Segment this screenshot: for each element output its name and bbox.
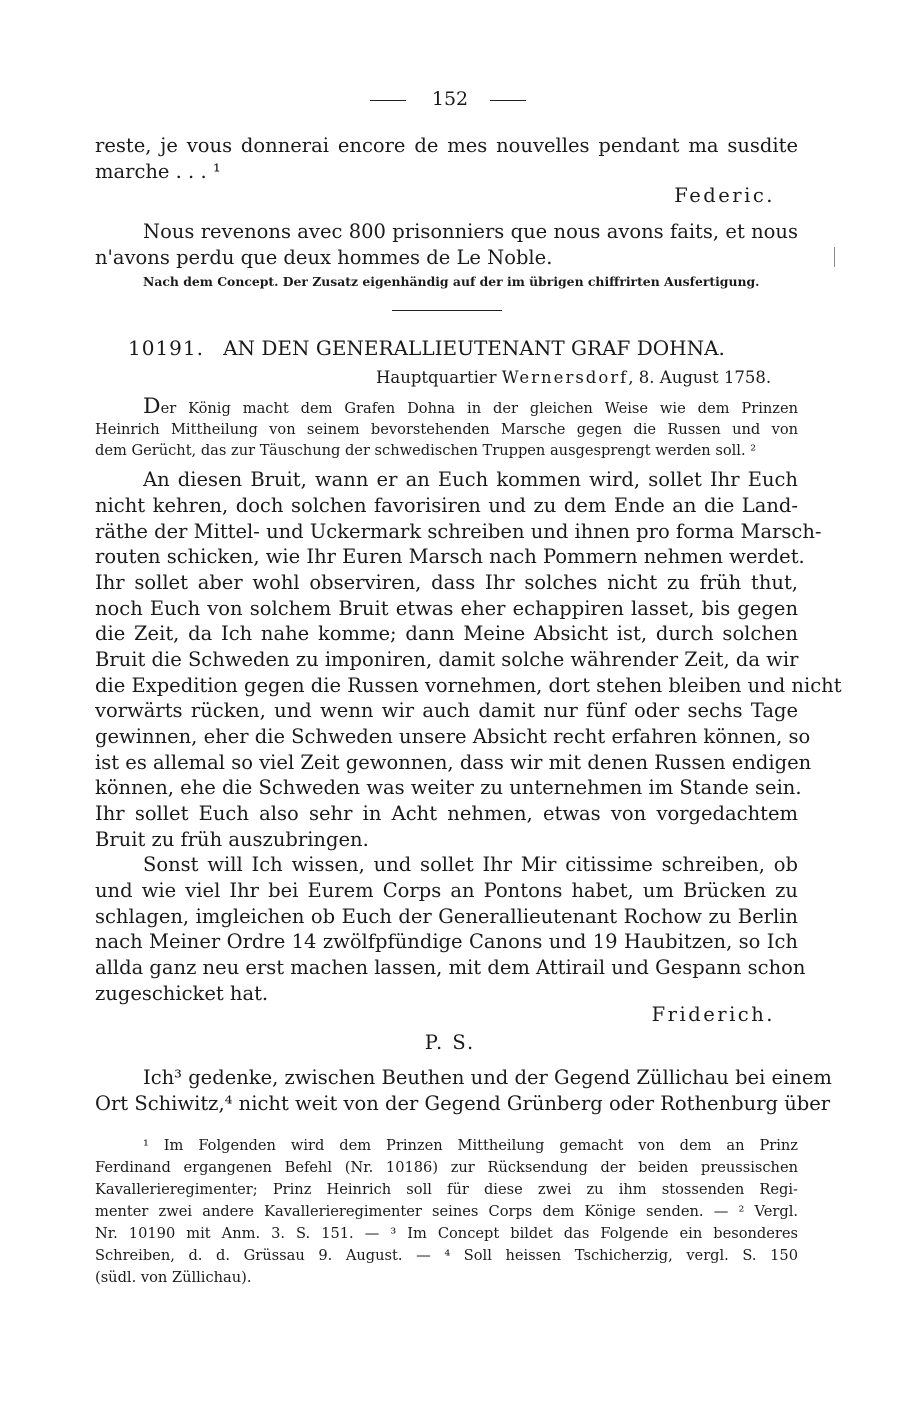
signature-federic: Federic. [674,184,775,207]
body-line: die Expedition gegen die Russen vornehmen, dort stehen bleiben und nicht [95,674,842,697]
body-line: Bruit die Schweden zu imponiren, damit solche währender Zeit, da wir [95,648,799,671]
ps-line: Ich³ gedenke, zwischen Beuthen und der Gegend Züllichau bei einem [143,1066,832,1089]
place-name: Wernersdorf [501,368,629,387]
signature-friderich: Friderich. [651,1003,775,1026]
body-line: An diesen Bruit, wann er an Euch kommen wird, sollet Ihr Euch [143,468,798,491]
footnote-line: Ferdinand ergangenen Befehl (Nr. 10186) zur Rücksendung der beiden preussischen [95,1159,798,1176]
letter-heading [128,335,808,361]
letter-dateline [376,365,776,391]
body-line: noch Euch von solchem Bruit etwas eher echappiren lasset, bis gegen [95,597,798,620]
source-note: Nach dem Concept. Der Zusatz eigenhändig auf der im übrigen chiffrirten Ausfertigung. [143,274,760,289]
postscript-line: n'avons perdu que deux hommes de Le Noble. [95,246,553,269]
body-line: ist es allemal so viel Zeit gewonnen, dass wir mit denen Russen endigen [95,751,812,774]
summary-line: Heinrich Mittheilung von seinem bevorstehenden Marsche gegen die Russen und von [95,421,798,438]
section-divider [392,310,502,311]
text-line: reste, je vous donnerai encore de mes nouvelles pendant ma susdite [95,134,798,157]
body-line: Sonst will Ich wissen, und sollet Ihr Mir citissime schreiben, ob [143,853,798,876]
body-line: räthe der Mittel- und Uckermark schreiben und ihnen pro forma Marsch- [95,520,822,543]
drop-cap: D [143,394,161,419]
header-rule-right [490,100,526,101]
postscript-heading: P. S. [424,1031,476,1054]
body-line: können, ehe die Schweden was weiter zu unternehmen im Stande sein. [95,776,802,799]
body-line: nicht kehren, doch solchen favorisiren und zu dem Ende an die Land- [95,494,798,517]
body-line: zugeschicket hat. [95,982,269,1005]
body-line: routen schicken, wie Ihr Euren Marsch nach Pommern nehmen werdet. [95,545,805,568]
letter-title: AN DEN GENERALLIEUTENANT GRAF DOHNA. [223,336,725,360]
body-line: vorwärts rücken, und wenn wir auch damit nur fünf oder sechs Tage [95,699,798,722]
body-line: allda ganz neu erst machen lassen, mit dem Attirail und Gespann schon [95,956,806,979]
body-line: Ihr sollet aber wohl observiren, dass Ihr solches nicht zu früh thut, [95,571,798,594]
body-line: gewinnen, eher die Schweden unsere Absicht recht erfahren können, so [95,725,811,748]
ps-line: Ort Schiwitz,⁴ nicht weit von der Gegend Grünberg oder Rothenburg über [95,1092,831,1115]
place-prefix: Hauptquartier [376,368,497,387]
text-line: marche . . . ¹ [95,160,221,183]
summary-text: er König macht dem Grafen Dohna in der gleichen Weise wie dem Prinzen [160,400,798,417]
summary-line [143,394,798,419]
footnote-line: menter zwei andere Kavallerieregimenter seines Corps dem Könige senden. — ² Vergl. [95,1203,798,1220]
footnote-line: Kavallerieregimenter; Prinz Heinrich soll für diese zwei zu ihm stossenden Regi- [95,1181,798,1198]
footnote-line: Nr. 10190 mit Anm. 3. S. 151. — ³ Im Concept bildet das Folgende ein besonderes [95,1225,798,1242]
letter-number: 10191. [128,336,204,360]
body-line: und wie viel Ihr bei Eurem Corps an Pontons habet, um Brücken zu [95,879,798,902]
footnote-line: ¹ Im Folgenden wird dem Prinzen Mittheilung gemacht von dem an Prinz [143,1137,798,1154]
body-line: Bruit zu früh auszubringen. [95,828,369,851]
footnote-line: (südl. von Züllichau). [95,1269,252,1286]
letter-date: , 8. August 1758. [628,368,772,387]
body-line: Ihr sollet Euch also sehr in Acht nehmen, etwas von vorgedachtem [95,802,798,825]
body-line: schlagen, imgleichen ob Euch der Generallieutenant Rochow zu Berlin [95,905,798,928]
page-number: 152 [431,88,469,110]
body-line: die Zeit, da Ich nahe komme; dann Meine Absicht ist, durch solchen [95,622,798,645]
summary-line: dem Gerücht, das zur Täuschung der schwedischen Truppen ausgesprengt werden soll. ² [95,442,757,459]
footnote-line: Schreiben, d. d. Grüssau 9. August. — ⁴ Soll heissen Tschicherzig, vergl. S. 150 [95,1247,798,1264]
body-line: nach Meiner Ordre 14 zwölfpfündige Canons und 19 Haubitzen, so Ich [95,930,798,953]
postscript-line: Nous revenons avec 800 prisonniers que nous avons faits, et nous [143,220,798,243]
margin-mark [834,247,835,267]
